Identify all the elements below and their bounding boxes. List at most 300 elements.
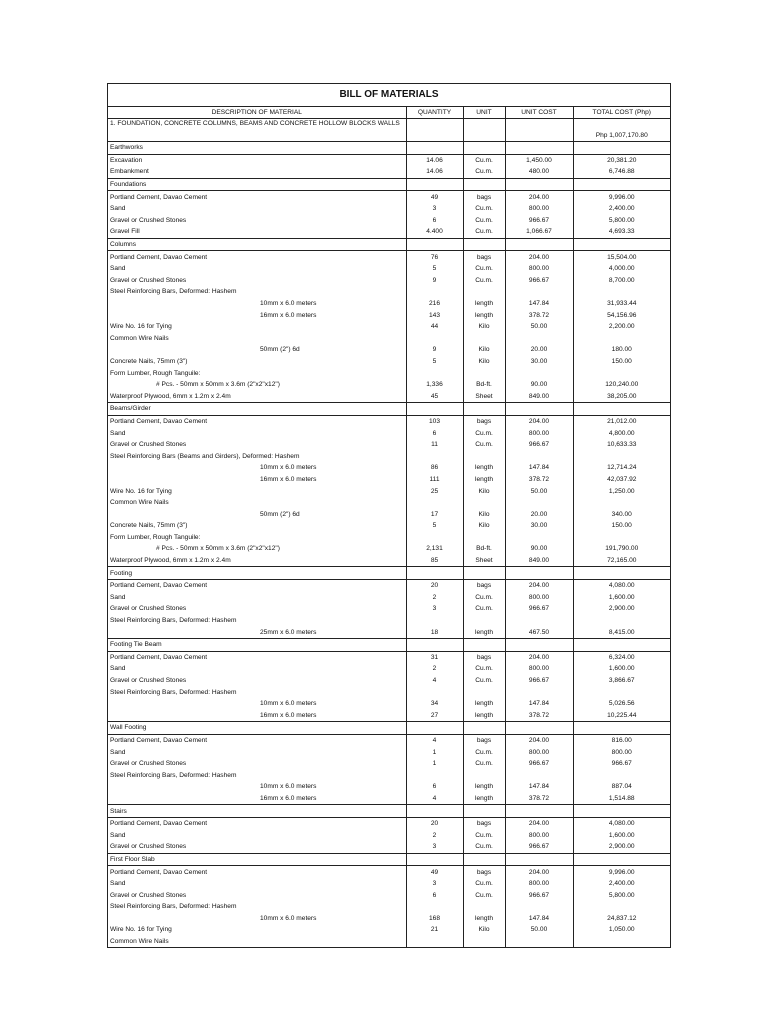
item-unit: Cu.m. xyxy=(463,675,505,687)
item-total-cost xyxy=(573,333,670,345)
item-total-cost: 9,996.00 xyxy=(573,191,670,203)
item-unit-cost: 204.00 xyxy=(505,651,573,663)
item-quantity: 85 xyxy=(406,555,463,567)
item-description: 10mm x 6.0 meters xyxy=(260,914,317,922)
item-quantity: 103 xyxy=(406,415,463,427)
item-description: Portland Cement, Davao Cement xyxy=(110,736,208,744)
item-unit: length xyxy=(463,462,505,474)
item-unit-cost: 147.84 xyxy=(505,913,573,925)
item-total-cost: 8,700.00 xyxy=(573,275,670,287)
item-unit-cost xyxy=(505,450,573,462)
item-description: Gravel or Crushed Stones xyxy=(110,605,187,613)
item-unit-cost: 800.00 xyxy=(505,427,573,439)
item-unit: bags xyxy=(463,817,505,829)
item-quantity: 6 xyxy=(406,215,463,227)
item-unit xyxy=(463,178,505,191)
item-description: Waterproof Plywood, 6mm x 1.2m x 2.4m xyxy=(110,557,231,565)
table-row xyxy=(108,746,670,758)
item-total-cost: 816.00 xyxy=(573,734,670,746)
item-total-cost: 31,933.44 xyxy=(573,298,670,310)
item-unit-cost: 204.00 xyxy=(505,415,573,427)
item-quantity xyxy=(406,367,463,379)
item-total-cost: 150.00 xyxy=(573,356,670,368)
table-row xyxy=(108,166,670,178)
item-unit-cost: 849.00 xyxy=(505,390,573,402)
item-quantity xyxy=(406,497,463,509)
item-unit-cost xyxy=(505,638,573,651)
category-label: Footing xyxy=(108,567,406,580)
table-row xyxy=(108,485,670,497)
table-row xyxy=(108,734,670,746)
item-unit-cost: 966.67 xyxy=(505,675,573,687)
item-description: Excavation xyxy=(110,156,143,164)
item-unit: Cu.m. xyxy=(463,592,505,604)
item-unit: length xyxy=(463,474,505,486)
table-row xyxy=(108,626,670,638)
bill-of-materials-sheet xyxy=(107,83,671,948)
category-label: Wall Footing xyxy=(108,722,406,735)
item-unit-cost xyxy=(505,615,573,627)
item-unit-cost: 849.00 xyxy=(505,555,573,567)
item-quantity: 3 xyxy=(406,603,463,615)
item-quantity xyxy=(406,333,463,345)
item-total-cost: 1,514.88 xyxy=(573,793,670,805)
item-unit: Cu.m. xyxy=(463,889,505,901)
item-unit-cost: 204.00 xyxy=(505,251,573,263)
item-unit-cost xyxy=(505,142,573,155)
item-unit-cost: 204.00 xyxy=(505,191,573,203)
item-description: Gravel or Crushed Stones xyxy=(110,677,187,685)
item-unit: Cu.m. xyxy=(463,841,505,853)
item-quantity: 5 xyxy=(406,356,463,368)
item-unit-cost: 966.67 xyxy=(505,841,573,853)
item-unit xyxy=(463,853,505,866)
table-row xyxy=(108,356,670,368)
item-total-cost: 20,381.20 xyxy=(573,154,670,166)
item-description: Embankment xyxy=(110,168,149,176)
item-total-cost: 1,050.00 xyxy=(573,924,670,936)
table-row xyxy=(108,781,670,793)
item-unit xyxy=(463,638,505,651)
item-total-cost: 6,746.88 xyxy=(573,166,670,178)
table-row xyxy=(108,439,670,451)
item-description: Waterproof Plywood, 6mm x 1.2m x 2.4m xyxy=(110,392,231,400)
item-quantity: 14.06 xyxy=(406,154,463,166)
item-quantity: 4 xyxy=(406,793,463,805)
item-unit-cost: 800.00 xyxy=(505,746,573,758)
item-total-cost xyxy=(573,686,670,698)
table-row xyxy=(108,427,670,439)
item-quantity: 143 xyxy=(406,309,463,321)
item-quantity: 2 xyxy=(406,663,463,675)
item-total-cost: 3,866.67 xyxy=(573,675,670,687)
item-quantity xyxy=(406,722,463,735)
item-unit-cost: 800.00 xyxy=(505,203,573,215)
item-unit: Kilo xyxy=(463,508,505,520)
item-quantity: 49 xyxy=(406,191,463,203)
table-row xyxy=(108,698,670,710)
item-unit: Kilo xyxy=(463,520,505,532)
item-unit: Kilo xyxy=(463,344,505,356)
item-unit-cost: 800.00 xyxy=(505,592,573,604)
item-unit-cost: 1,450.00 xyxy=(505,154,573,166)
item-quantity xyxy=(406,567,463,580)
table-row xyxy=(108,309,670,321)
table-row xyxy=(108,543,670,555)
item-unit xyxy=(463,805,505,818)
item-total-cost: 4,800.00 xyxy=(573,427,670,439)
item-quantity: 20 xyxy=(406,579,463,591)
table-row xyxy=(108,829,670,841)
item-total-cost: 5,800.00 xyxy=(573,215,670,227)
category-row xyxy=(108,142,670,155)
item-unit: Sheet xyxy=(463,555,505,567)
table-header-row xyxy=(108,107,670,119)
item-total-cost xyxy=(573,238,670,251)
item-unit: Cu.m. xyxy=(463,758,505,770)
item-quantity: 2 xyxy=(406,592,463,604)
item-quantity: 216 xyxy=(406,298,463,310)
item-description: Gravel or Crushed Stones xyxy=(110,276,187,284)
item-unit: bags xyxy=(463,651,505,663)
item-description: Steel Reinforcing Bars (Beams and Girders), Deformed: Hashem xyxy=(110,452,300,460)
item-description: # Pcs. - 50mm x 50mm x 3.6m (2"x2"x12") xyxy=(156,545,280,553)
item-description: Portland Cement, Davao Cement xyxy=(110,193,208,201)
item-description: 10mm x 6.0 meters xyxy=(260,700,317,708)
item-unit-cost: 800.00 xyxy=(505,663,573,675)
item-total-cost: 2,900.00 xyxy=(573,603,670,615)
item-unit: Cu.m. xyxy=(463,829,505,841)
item-description: Sand xyxy=(110,205,126,213)
table-row xyxy=(108,275,670,287)
item-quantity: 11 xyxy=(406,439,463,451)
item-total-cost: 5,800.00 xyxy=(573,889,670,901)
header-unit-cost: UNIT COST xyxy=(505,107,573,119)
item-quantity xyxy=(406,615,463,627)
item-quantity: 6 xyxy=(406,781,463,793)
item-description: 16mm x 6.0 meters xyxy=(260,711,317,719)
item-quantity: 1 xyxy=(406,746,463,758)
item-quantity xyxy=(406,638,463,651)
category-label: Footing Tie Beam xyxy=(108,638,406,651)
category-row xyxy=(108,722,670,735)
item-unit-cost: 378.72 xyxy=(505,474,573,486)
category-row xyxy=(108,567,670,580)
category-row xyxy=(108,853,670,866)
item-description: Sand xyxy=(110,880,126,888)
item-quantity: 3 xyxy=(406,203,463,215)
item-unit-cost: 966.67 xyxy=(505,215,573,227)
item-description: Gravel or Crushed Stones xyxy=(110,843,187,851)
category-row xyxy=(108,238,670,251)
item-description: Concrete Nails, 75mm (3") xyxy=(110,522,188,530)
item-description: Wire No. 16 for Tying xyxy=(110,323,172,331)
section-quantity xyxy=(406,119,463,142)
table-row xyxy=(108,841,670,853)
table-row xyxy=(108,758,670,770)
item-total-cost xyxy=(573,722,670,735)
item-quantity: 5 xyxy=(406,263,463,275)
table-row xyxy=(108,615,670,627)
item-unit-cost: 20.00 xyxy=(505,508,573,520)
item-total-cost: 42,037.92 xyxy=(573,474,670,486)
item-quantity: 18 xyxy=(406,626,463,638)
section-label: 1. FOUNDATION, CONCRETE COLUMNS, BEAMS AND CONCRETE HOLLOW BLOCKS WALLS xyxy=(108,119,406,142)
item-description: 25mm x 6.0 meters xyxy=(260,628,317,636)
item-quantity: 17 xyxy=(406,508,463,520)
item-description: Form Lumber, Rough Tanguile: xyxy=(110,369,201,377)
table-row xyxy=(108,191,670,203)
table-row xyxy=(108,508,670,520)
item-unit-cost: 378.72 xyxy=(505,710,573,722)
item-unit: length xyxy=(463,298,505,310)
item-description: # Pcs. - 50mm x 50mm x 3.6m (2"x2"x12") xyxy=(156,381,280,389)
item-description: Portland Cement, Davao Cement xyxy=(110,868,208,876)
table-row xyxy=(108,651,670,663)
item-total-cost xyxy=(573,615,670,627)
item-unit-cost xyxy=(505,497,573,509)
item-quantity: 86 xyxy=(406,462,463,474)
table-row xyxy=(108,663,670,675)
item-total-cost: 5,026.56 xyxy=(573,698,670,710)
item-quantity xyxy=(406,853,463,866)
table-row xyxy=(108,878,670,890)
item-quantity xyxy=(406,686,463,698)
item-description: Steel Reinforcing Bars, Deformed: Hashem xyxy=(110,288,237,296)
item-total-cost: 1,600.00 xyxy=(573,663,670,675)
item-quantity: 3 xyxy=(406,878,463,890)
item-description: 16mm x 6.0 meters xyxy=(260,794,317,802)
table-row xyxy=(108,675,670,687)
table-row xyxy=(108,226,670,238)
item-unit: Cu.m. xyxy=(463,275,505,287)
item-unit: Cu.m. xyxy=(463,439,505,451)
item-unit-cost: 800.00 xyxy=(505,829,573,841)
item-unit-cost xyxy=(505,722,573,735)
item-quantity: 34 xyxy=(406,698,463,710)
item-unit-cost xyxy=(505,367,573,379)
item-total-cost: 54,156.96 xyxy=(573,309,670,321)
item-quantity: 1,336 xyxy=(406,379,463,391)
item-unit: length xyxy=(463,309,505,321)
table-row xyxy=(108,866,670,878)
item-quantity xyxy=(406,178,463,191)
item-unit-cost: 800.00 xyxy=(505,263,573,275)
table-row xyxy=(108,769,670,781)
item-unit xyxy=(463,142,505,155)
item-unit: length xyxy=(463,698,505,710)
item-unit-cost: 147.84 xyxy=(505,298,573,310)
item-description: 16mm x 6.0 meters xyxy=(260,475,317,483)
item-unit xyxy=(463,450,505,462)
item-description: Sand xyxy=(110,593,126,601)
item-total-cost xyxy=(573,403,670,416)
item-total-cost xyxy=(573,567,670,580)
item-quantity xyxy=(406,901,463,913)
table-row xyxy=(108,462,670,474)
item-description: Steel Reinforcing Bars, Deformed: Hashem xyxy=(110,771,237,779)
item-description: 50mm (2") 6d xyxy=(260,346,300,354)
item-total-cost xyxy=(573,178,670,191)
item-total-cost: 72,165.00 xyxy=(573,555,670,567)
item-total-cost: 2,200.00 xyxy=(573,321,670,333)
item-quantity: 25 xyxy=(406,485,463,497)
item-unit-cost xyxy=(505,532,573,544)
table-row xyxy=(108,367,670,379)
materials-table xyxy=(108,107,670,947)
item-unit xyxy=(463,901,505,913)
category-label: Stairs xyxy=(108,805,406,818)
item-unit-cost xyxy=(505,936,573,948)
item-unit: Cu.m. xyxy=(463,154,505,166)
item-description: Steel Reinforcing Bars, Deformed: Hashem xyxy=(110,617,237,625)
item-quantity: 31 xyxy=(406,651,463,663)
item-unit xyxy=(463,686,505,698)
item-total-cost: 180.00 xyxy=(573,344,670,356)
item-unit-cost: 204.00 xyxy=(505,817,573,829)
section-row xyxy=(108,119,670,142)
item-quantity xyxy=(406,532,463,544)
table-row xyxy=(108,415,670,427)
item-unit xyxy=(463,238,505,251)
item-quantity xyxy=(406,450,463,462)
item-description: Steel Reinforcing Bars, Deformed: Hashem xyxy=(110,903,237,911)
item-description: Common Wire Nails xyxy=(110,499,169,507)
item-total-cost: 191,790.00 xyxy=(573,543,670,555)
item-total-cost xyxy=(573,805,670,818)
section-unit xyxy=(463,119,505,142)
item-quantity: 45 xyxy=(406,390,463,402)
item-description: Steel Reinforcing Bars, Deformed: Hashem xyxy=(110,688,237,696)
table-row xyxy=(108,901,670,913)
table-row xyxy=(108,344,670,356)
table-row xyxy=(108,390,670,402)
item-unit: length xyxy=(463,626,505,638)
item-description: Portland Cement, Davao Cement xyxy=(110,653,208,661)
item-description: Portland Cement, Davao Cement xyxy=(110,820,208,828)
category-label: First Floor Slab xyxy=(108,853,406,866)
category-row xyxy=(108,403,670,416)
table-row xyxy=(108,215,670,227)
item-description: 10mm x 6.0 meters xyxy=(260,464,317,472)
item-unit-cost xyxy=(505,403,573,416)
item-quantity: 3 xyxy=(406,841,463,853)
table-row xyxy=(108,298,670,310)
item-unit: bags xyxy=(463,866,505,878)
item-quantity: 1 xyxy=(406,758,463,770)
item-unit: Cu.m. xyxy=(463,263,505,275)
item-unit: Cu.m. xyxy=(463,166,505,178)
item-total-cost: 10,225.44 xyxy=(573,710,670,722)
item-unit-cost: 467.50 xyxy=(505,626,573,638)
table-row xyxy=(108,924,670,936)
table-row xyxy=(108,793,670,805)
item-unit-cost: 1,066.67 xyxy=(505,226,573,238)
item-quantity: 5 xyxy=(406,520,463,532)
table-row xyxy=(108,520,670,532)
item-unit: Bd-ft. xyxy=(463,379,505,391)
item-total-cost: 9,996.00 xyxy=(573,866,670,878)
item-unit: length xyxy=(463,710,505,722)
table-row xyxy=(108,286,670,298)
item-unit: Kilo xyxy=(463,924,505,936)
item-unit: Cu.m. xyxy=(463,226,505,238)
item-quantity xyxy=(406,286,463,298)
item-quantity: 6 xyxy=(406,427,463,439)
item-total-cost: 21,012.00 xyxy=(573,415,670,427)
table-row xyxy=(108,203,670,215)
item-unit-cost: 966.67 xyxy=(505,758,573,770)
item-total-cost: 150.00 xyxy=(573,520,670,532)
table-row xyxy=(108,333,670,345)
item-total-cost: 15,504.00 xyxy=(573,251,670,263)
item-unit-cost: 204.00 xyxy=(505,866,573,878)
item-total-cost: 887.04 xyxy=(573,781,670,793)
item-unit-cost: 147.84 xyxy=(505,781,573,793)
item-unit-cost: 50.00 xyxy=(505,321,573,333)
item-quantity: 27 xyxy=(406,710,463,722)
item-total-cost: 6,324.00 xyxy=(573,651,670,663)
item-total-cost: 1,600.00 xyxy=(573,592,670,604)
item-quantity: 9 xyxy=(406,344,463,356)
item-quantity: 76 xyxy=(406,251,463,263)
item-unit xyxy=(463,936,505,948)
item-description: Form Lumber, Rough Tanguile: xyxy=(110,533,201,541)
item-quantity: 2 xyxy=(406,829,463,841)
item-unit-cost: 800.00 xyxy=(505,878,573,890)
page-title: BILL OF MATERIALS xyxy=(108,84,670,107)
item-quantity: 21 xyxy=(406,924,463,936)
item-total-cost xyxy=(573,367,670,379)
item-unit-cost: 378.72 xyxy=(505,309,573,321)
item-unit-cost: 480.00 xyxy=(505,166,573,178)
item-quantity: 4 xyxy=(406,734,463,746)
item-description: 16mm x 6.0 meters xyxy=(260,311,317,319)
item-unit-cost: 30.00 xyxy=(505,356,573,368)
item-quantity: 2,131 xyxy=(406,543,463,555)
item-unit-cost: 966.67 xyxy=(505,439,573,451)
item-unit: Kilo xyxy=(463,485,505,497)
item-total-cost: 4,000.00 xyxy=(573,263,670,275)
item-description: Gravel or Crushed Stones xyxy=(110,441,187,449)
item-unit: Cu.m. xyxy=(463,878,505,890)
table-row xyxy=(108,555,670,567)
item-unit-cost: 147.84 xyxy=(505,462,573,474)
item-unit: bags xyxy=(463,734,505,746)
item-description: Concrete Nails, 75mm (3") xyxy=(110,357,188,365)
item-total-cost xyxy=(573,532,670,544)
item-unit-cost: 966.67 xyxy=(505,889,573,901)
item-total-cost: 966.67 xyxy=(573,758,670,770)
materials-table-body xyxy=(108,107,670,947)
item-description: Wire No. 16 for Tying xyxy=(110,926,172,934)
item-quantity: 49 xyxy=(406,866,463,878)
item-unit: length xyxy=(463,913,505,925)
item-total-cost: 340.00 xyxy=(573,508,670,520)
item-total-cost xyxy=(573,936,670,948)
item-description: Gravel or Crushed Stones xyxy=(110,216,187,224)
item-unit: Cu.m. xyxy=(463,203,505,215)
item-unit xyxy=(463,615,505,627)
item-total-cost: 8,415.00 xyxy=(573,626,670,638)
table-row xyxy=(108,379,670,391)
item-description: Sand xyxy=(110,831,126,839)
table-row xyxy=(108,913,670,925)
item-unit xyxy=(463,403,505,416)
item-quantity xyxy=(406,238,463,251)
item-description: Common Wire Nails xyxy=(110,334,169,342)
item-unit-cost: 90.00 xyxy=(505,379,573,391)
